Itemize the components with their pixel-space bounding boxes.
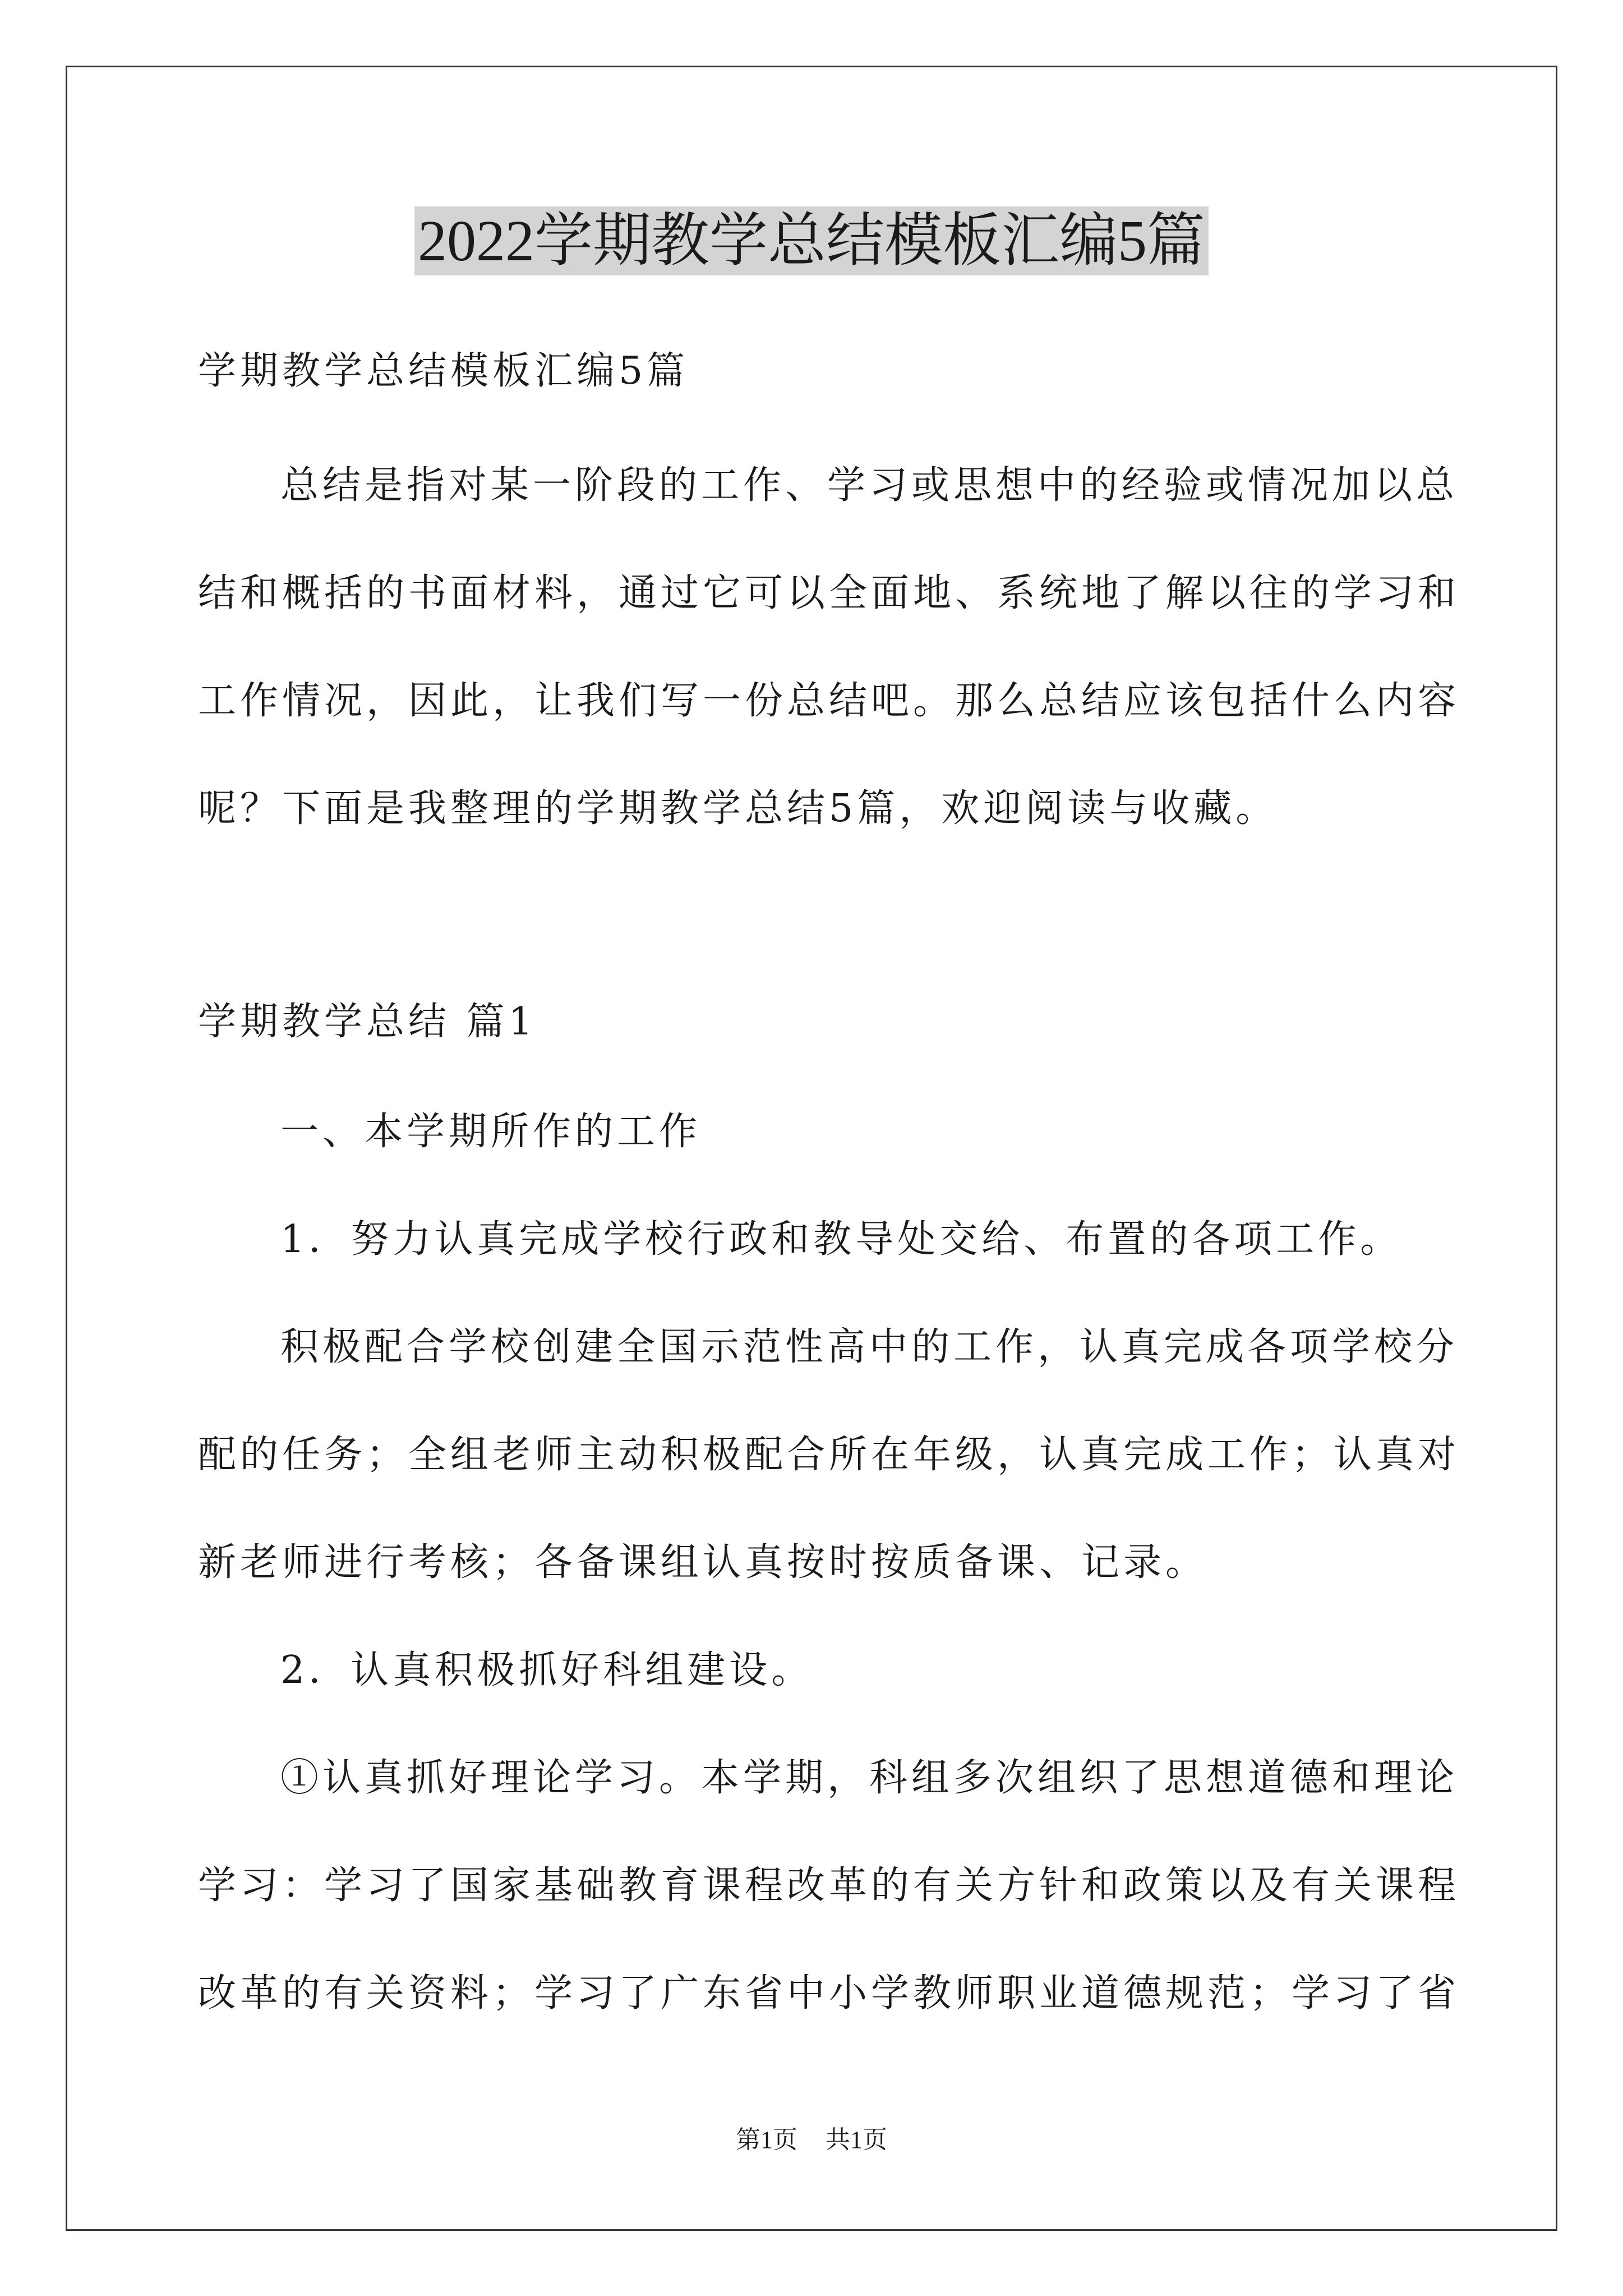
paragraph-line: 学习：学习了国家基础教育课程改革的有关方针和政策以及有关课程 [198,1864,1460,1908]
paragraph-line: 配的任务；全组老师主动积极配合所在年级，认真完成工作；认真对 [198,1433,1460,1477]
paragraph-line: 积极配合学校创建全国示范性高中的工作，认真完成各项学校分 [280,1325,1459,1369]
paragraph-line: 工作情况，因此，让我们写一份总结吧。那么总结应该包括什么内容 [198,679,1460,723]
document-title [0,202,1623,280]
paragraph-line: 一、本学期所作的工作 [280,1110,702,1154]
paragraph-line: 呢？下面是我整理的学期教学总结5篇，欢迎阅读与收藏。 [198,786,1278,831]
paragraph-line: 改革的有关资料；学习了广东省中小学教师职业道德规范；学习了省 [198,1971,1460,2016]
page-number-current: 第1页 [736,2126,797,2154]
paragraph-line: 新老师进行考核；各备课组认真按时按质备课、记录。 [198,1540,1208,1585]
paragraph-line: 2．认真积极抓好科组建设。 [280,1648,814,1692]
paragraph-line: ①认真抓好理论学习。本学期，科组多次组织了思想道德和理论 [280,1756,1459,1800]
document-title-text: 2022学期教学总结模板汇编5篇 [414,206,1209,275]
document-subtitle: 学期教学总结模板汇编5篇 [198,349,689,393]
paragraph-line: 结和概括的书面材料，通过它可以全面地、系统地了解以往的学习和 [198,571,1460,615]
paragraph-line: 总结是指对某一阶段的工作、学习或思想中的经验或情况加以总 [280,463,1459,508]
paragraph-line: 1．努力认真完成学校行政和教导处交给、布置的各项工作。 [280,1217,1403,1262]
section-heading: 学期教学总结 篇1 [198,1000,537,1044]
page-number-total: 共1页 [826,2126,887,2154]
page-footer [0,2123,1623,2157]
